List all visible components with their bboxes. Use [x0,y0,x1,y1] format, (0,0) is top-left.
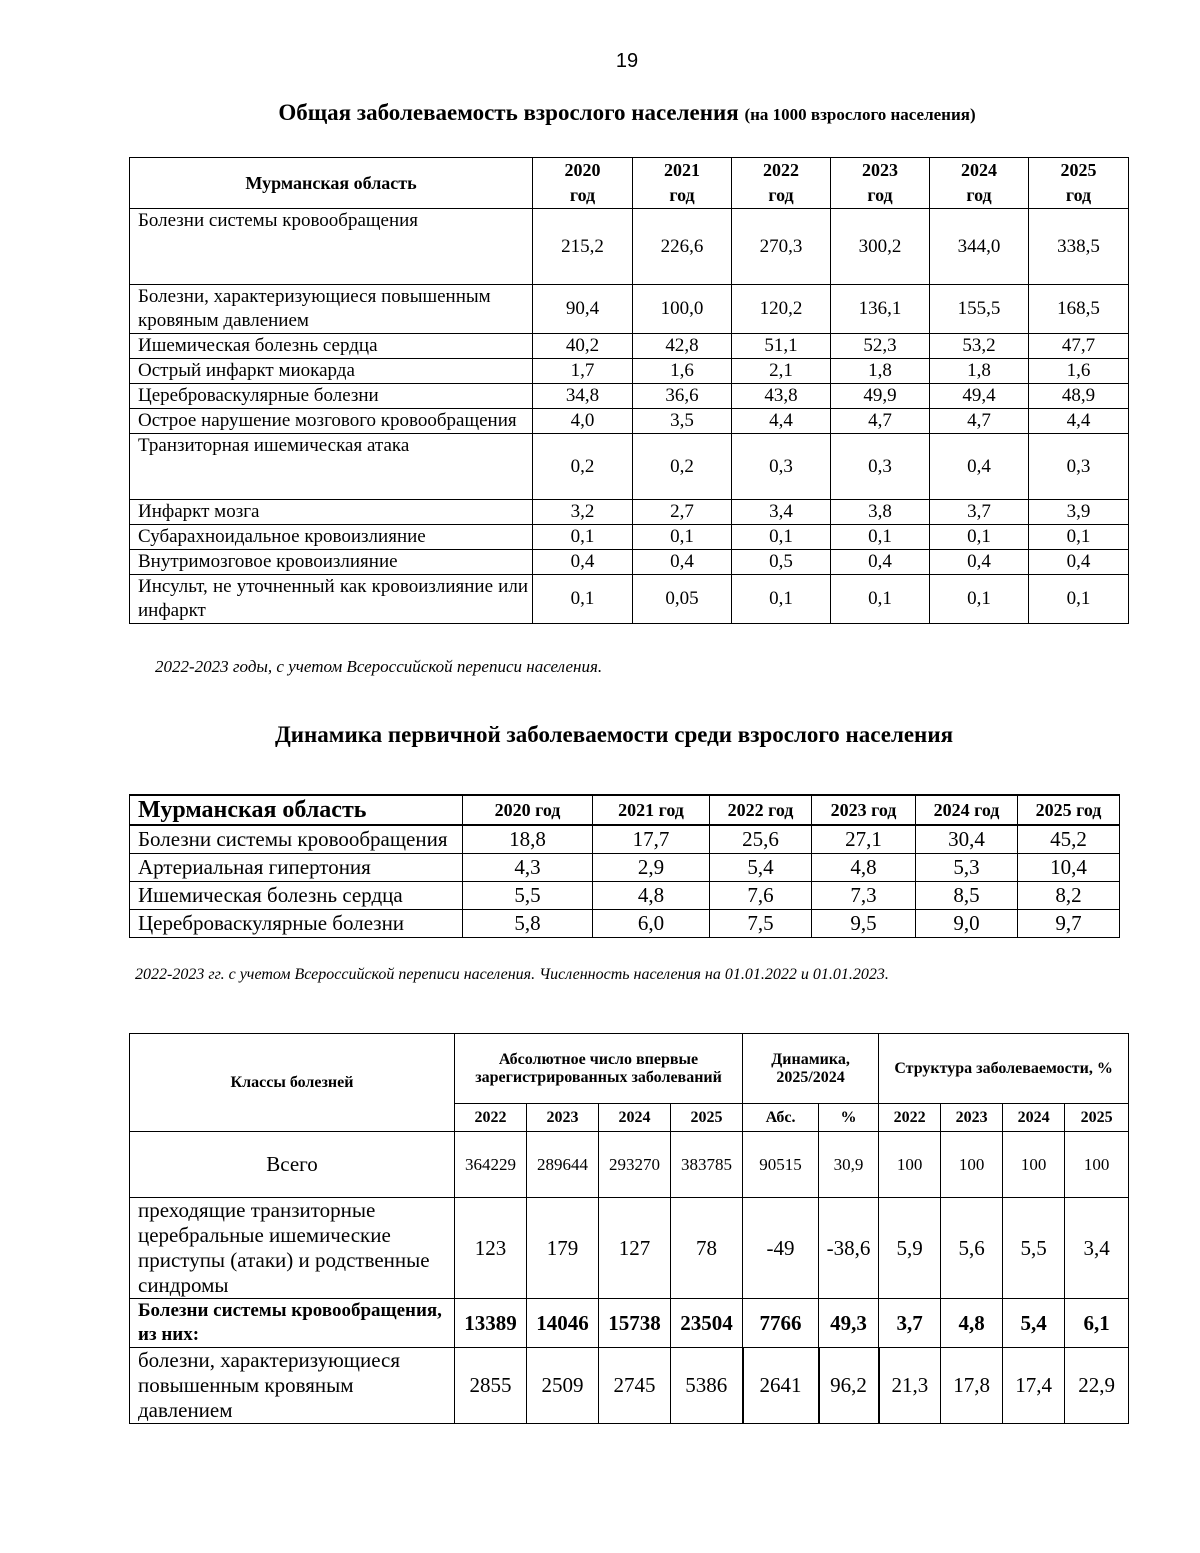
year-header: 2020 год [463,795,593,825]
cell-value: 0,1 [1029,575,1129,624]
cell-value: 2509 [527,1348,599,1424]
cell-value: 5,5 [1003,1198,1065,1299]
cell-value: 7,3 [812,882,916,910]
table-row [130,575,1129,624]
table-header-row [130,795,1120,825]
cell-value: 30,4 [916,825,1018,854]
cell-value: 5,4 [1003,1299,1065,1348]
dynamics-abs-header: Абс. [743,1104,819,1132]
disease-classes-table [129,1033,1129,1424]
row-label: Артериальная гипертония [130,854,463,882]
cell-value: 179 [527,1198,599,1299]
table-row [130,910,1120,938]
row-label: Цереброваскулярные болезни [130,384,533,409]
cell-value: 34,8 [533,384,633,409]
cell-value: 168,5 [1029,285,1129,334]
cell-value: 0,1 [732,575,831,624]
cell-value: 0,1 [930,575,1029,624]
cell-value: 2641 [743,1348,819,1424]
cell-value: 51,1 [732,334,831,359]
year-header: 2024 год [916,795,1018,825]
cell-value: 270,3 [732,209,831,285]
row-label: Болезни системы кровообращения [130,825,463,854]
cell-value: 0,4 [930,434,1029,500]
cell-value: 4,7 [831,409,930,434]
year-header: 2025 [671,1104,743,1132]
table-row [130,825,1120,854]
cell-value: 49,9 [831,384,930,409]
cell-value: 100 [1003,1132,1065,1198]
cell-value: 5,6 [941,1198,1003,1299]
row-label: Ишемическая болезнь сердца [130,334,533,359]
cell-value: 10,4 [1018,854,1120,882]
structure-header: Структура заболеваемости, % [879,1034,1129,1104]
cell-value: 4,4 [732,409,831,434]
cell-value: 90,4 [533,285,633,334]
row-label: Субарахноидальное кровоизлияние [130,525,533,550]
cell-value: 36,6 [633,384,732,409]
cell-value: 0,2 [633,434,732,500]
dynamics-header: Динамика, 2025/2024 [743,1034,879,1104]
cell-value: 21,3 [879,1348,941,1424]
row-label: Ишемическая болезнь сердца [130,882,463,910]
cell-value: 364229 [455,1132,527,1198]
cell-value: 53,2 [930,334,1029,359]
table-row [130,384,1129,409]
cell-value: 0,3 [831,434,930,500]
year-header: 2022 [879,1104,941,1132]
cell-value: 0,3 [1029,434,1129,500]
cell-value: 3,4 [732,500,831,525]
cell-value: 7766 [743,1299,819,1348]
row-label: Цереброваскулярные болезни [130,910,463,938]
table-header-row [130,158,1129,209]
cell-value: 289644 [527,1132,599,1198]
row-label: Внутримозговое кровоизлияние [130,550,533,575]
cell-value: 45,2 [1018,825,1120,854]
row-label: Острое нарушение мозгового кровообращения [130,409,533,434]
cell-value: 100 [879,1132,941,1198]
cell-value: 4,8 [812,854,916,882]
year-header: 2023 [527,1104,599,1132]
year-header: 2024 [599,1104,671,1132]
table-row [130,882,1120,910]
cell-value: 4,0 [533,409,633,434]
cell-value: 338,5 [1029,209,1129,285]
year-header: 2023 год [812,795,916,825]
cell-value: 0,05 [633,575,732,624]
cell-value: 0,4 [633,550,732,575]
year-header: 2024 [1003,1104,1065,1132]
cell-value: 3,8 [831,500,930,525]
cell-value: 17,8 [941,1348,1003,1424]
cell-value: 0,1 [533,525,633,550]
row-label: преходящие транзиторные церебральные ишемические приступы (атаки) и родственные синдромы [130,1198,455,1299]
cell-value: 25,6 [710,825,812,854]
table2-footnote: 2022-2023 гг. с учетом Всероссийской переписи населения. Численность населения на 01.01.2022 и 01.01.2023. [135,966,889,983]
cell-value: 6,0 [593,910,710,938]
row-label: Острый инфаркт миокарда [130,359,533,384]
cell-value: 3,7 [930,500,1029,525]
cell-value: 300,2 [831,209,930,285]
cell-value: 5,8 [463,910,593,938]
cell-value: 0,1 [1029,525,1129,550]
cell-value: 1,6 [1029,359,1129,384]
row-label: Инсульт, не уточненный как кровоизлияние или инфаркт [130,575,533,624]
cell-value: 8,2 [1018,882,1120,910]
year-header: 2021 год [593,795,710,825]
row-label: болезни, характеризующиеся повышенным кровяным давлением [130,1348,455,1424]
cell-value: 15738 [599,1299,671,1348]
cell-value: 0,1 [831,525,930,550]
cell-value: 90515 [743,1132,819,1198]
region-header: Мурманская область [130,795,463,825]
cell-value: 2855 [455,1348,527,1424]
cell-value: -38,6 [819,1198,879,1299]
cell-value: 14046 [527,1299,599,1348]
cell-value: 0,4 [930,550,1029,575]
cell-value: 13389 [455,1299,527,1348]
year-header: 2022 [455,1104,527,1132]
table-row [130,854,1120,882]
table-row [130,285,1129,334]
row-label: Болезни системы кровообращения, из них: [130,1299,455,1348]
cell-value: 18,8 [463,825,593,854]
year-header: 2025 год [1018,795,1120,825]
cell-value: 30,9 [819,1132,879,1198]
table-row [130,1198,1129,1299]
cell-value: 3,4 [1065,1198,1129,1299]
year-header: 2023 год [831,158,930,209]
cell-value: 43,8 [732,384,831,409]
cell-value: 5,5 [463,882,593,910]
table1-title-note: (на 1000 взрослого населения) [744,105,976,124]
cell-value: 0,2 [533,434,633,500]
cell-value: 1,7 [533,359,633,384]
cell-value: 155,5 [930,285,1029,334]
cell-value: 4,3 [463,854,593,882]
cell-value: 5,3 [916,854,1018,882]
cell-value: 3,2 [533,500,633,525]
cell-value: 0,4 [533,550,633,575]
classes-header: Классы болезней [130,1034,455,1132]
primary-morbidity-table [129,794,1120,938]
row-label: Инфаркт мозга [130,500,533,525]
table-row [130,409,1129,434]
cell-value: 23504 [671,1299,743,1348]
cell-value: 42,8 [633,334,732,359]
cell-value: 49,4 [930,384,1029,409]
cell-value: 0,3 [732,434,831,500]
table-row [130,550,1129,575]
year-header: 2021 год [633,158,732,209]
table-row [130,1132,1129,1198]
row-label: Транзиторная ишемическая атака [130,434,533,500]
table-row [130,500,1129,525]
cell-value: 96,2 [819,1348,879,1424]
cell-value: 2745 [599,1348,671,1424]
cell-value: 2,9 [593,854,710,882]
cell-value: 0,1 [633,525,732,550]
row-label: Болезни, характеризующиеся повышенным кровяным давлением [130,285,533,334]
cell-value: 0,4 [1029,550,1129,575]
cell-value: 49,3 [819,1299,879,1348]
cell-value: 3,5 [633,409,732,434]
cell-value: 215,2 [533,209,633,285]
cell-value: 27,1 [812,825,916,854]
page-number: 19 [615,50,639,72]
cell-value: 0,1 [732,525,831,550]
table1-footnote: 2022-2023 годы, с учетом Всероссийской переписи населения. [155,657,603,676]
cell-value: -49 [743,1198,819,1299]
cell-value: 127 [599,1198,671,1299]
cell-value: 48,9 [1029,384,1129,409]
table-row [130,359,1129,384]
cell-value: 78 [671,1198,743,1299]
cell-value: 0,1 [831,575,930,624]
table-row [130,525,1129,550]
year-header: 2022 год [710,795,812,825]
cell-value: 22,9 [1065,1348,1129,1424]
table-row [130,434,1129,500]
cell-value: 4,8 [593,882,710,910]
region-header: Мурманская область [130,158,533,209]
cell-value: 4,8 [941,1299,1003,1348]
absolute-count-header: Абсолютное число впервые зарегистрированных заболеваний [455,1034,743,1104]
cell-value: 2,7 [633,500,732,525]
table-row [130,1348,1129,1424]
cell-value: 0,1 [533,575,633,624]
cell-value: 17,7 [593,825,710,854]
cell-value: 0,4 [831,550,930,575]
cell-value: 9,7 [1018,910,1120,938]
cell-value: 8,5 [916,882,1018,910]
cell-value: 100,0 [633,285,732,334]
general-morbidity-table [129,157,1129,624]
cell-value: 1,8 [930,359,1029,384]
cell-value: 1,6 [633,359,732,384]
cell-value: 383785 [671,1132,743,1198]
cell-value: 3,9 [1029,500,1129,525]
cell-value: 5,9 [879,1198,941,1299]
cell-value: 4,7 [930,409,1029,434]
cell-value: 4,4 [1029,409,1129,434]
row-label: Болезни системы кровообращения [130,209,533,285]
cell-value: 0,5 [732,550,831,575]
table-row [130,334,1129,359]
year-header: 2024 год [930,158,1029,209]
cell-value: 52,3 [831,334,930,359]
cell-value: 120,2 [732,285,831,334]
year-header: 2025 год [1029,158,1129,209]
cell-value: 3,7 [879,1299,941,1348]
cell-value: 2,1 [732,359,831,384]
cell-value: 1,8 [831,359,930,384]
year-header: 2025 [1065,1104,1129,1132]
cell-value: 136,1 [831,285,930,334]
year-header: 2022 год [732,158,831,209]
table-row [130,209,1129,285]
cell-value: 7,6 [710,882,812,910]
row-label: Всего [130,1132,455,1198]
cell-value: 40,2 [533,334,633,359]
cell-value: 293270 [599,1132,671,1198]
cell-value: 100 [1065,1132,1129,1198]
cell-value: 6,1 [1065,1299,1129,1348]
cell-value: 5,4 [710,854,812,882]
dynamics-percent-header: % [819,1104,879,1132]
table1-title [0,100,1200,126]
cell-value: 123 [455,1198,527,1299]
table-row [130,1299,1129,1348]
cell-value: 9,5 [812,910,916,938]
cell-value: 9,0 [916,910,1018,938]
cell-value: 226,6 [633,209,732,285]
year-header: 2023 [941,1104,1003,1132]
cell-value: 7,5 [710,910,812,938]
cell-value: 17,4 [1003,1348,1065,1424]
year-header: 2020 год [533,158,633,209]
cell-value: 0,1 [930,525,1029,550]
cell-value: 5386 [671,1348,743,1424]
table-header-row [130,1034,1129,1104]
cell-value: 100 [941,1132,1003,1198]
table1-title-main: Общая заболеваемость взрослого населения [278,100,739,125]
cell-value: 344,0 [930,209,1029,285]
table2-title: Динамика первичной заболеваемости среди взрослого населения [274,722,954,747]
cell-value: 47,7 [1029,334,1129,359]
